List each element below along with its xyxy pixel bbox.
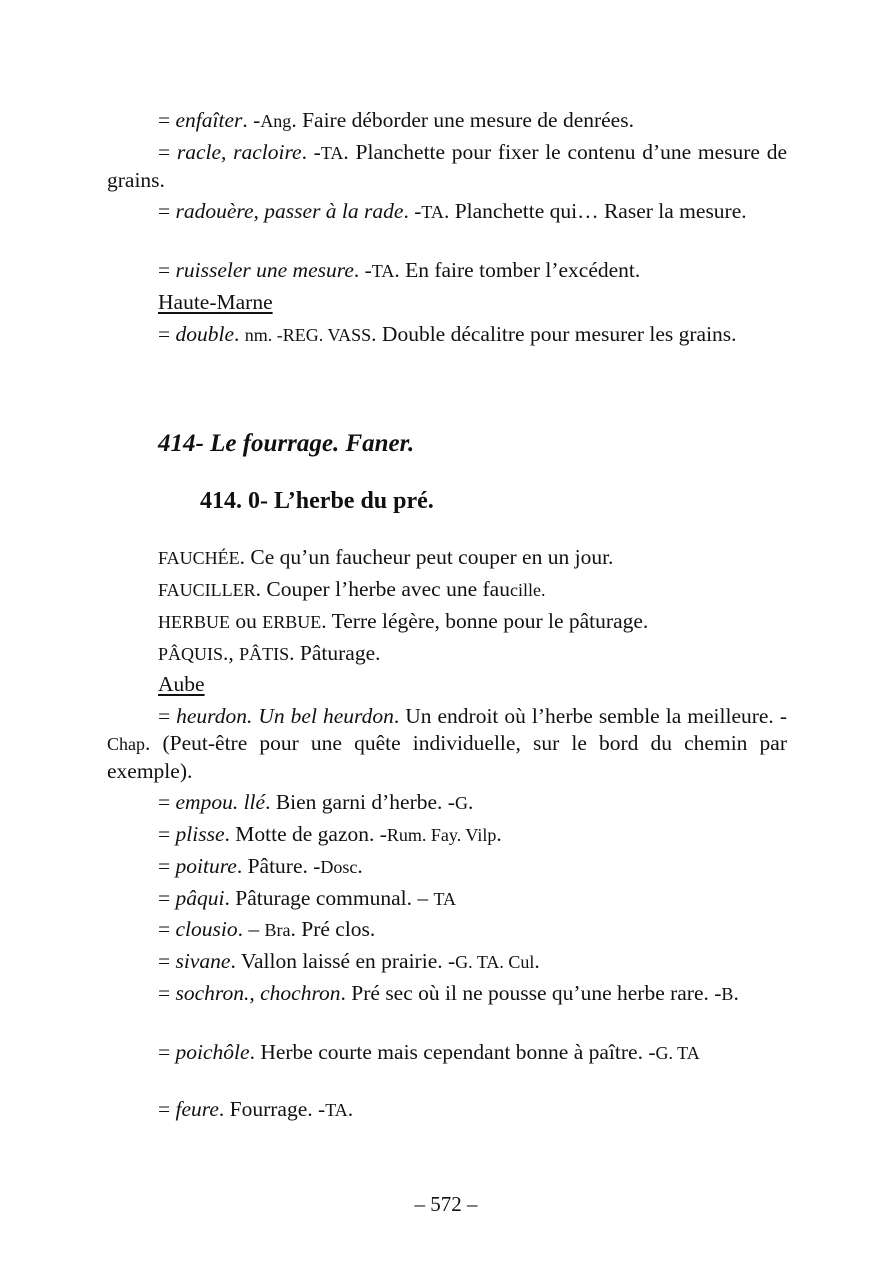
entry-heurdon bbox=[107, 703, 787, 785]
entry-poiture bbox=[107, 853, 787, 881]
entry-lead: = bbox=[158, 258, 176, 282]
entry-empoulle bbox=[107, 789, 787, 817]
definition-word-alt: ERBUE bbox=[262, 612, 322, 632]
entry-text-end: . Pré clos. bbox=[290, 917, 376, 941]
entry-poichole bbox=[107, 1039, 787, 1067]
entry-lead: = bbox=[158, 322, 176, 346]
definition-tail: cille. bbox=[509, 580, 546, 600]
entry-term: double bbox=[175, 322, 235, 346]
entry-text-end: . (Peut-être pour une quête individuelle, sur le bord du chemin par exemple). bbox=[107, 731, 787, 783]
entry-text-end: . bbox=[534, 949, 540, 973]
entry-sep: . - bbox=[403, 199, 422, 223]
entry-term: feure bbox=[175, 1097, 219, 1121]
definition-word: FAUCILLER bbox=[158, 580, 256, 600]
entry-enfaiter bbox=[107, 107, 787, 135]
entry-lead: = bbox=[158, 886, 176, 910]
entry-racle bbox=[107, 139, 787, 194]
entry-term: pâqui bbox=[175, 886, 225, 910]
entry-lead: = bbox=[158, 1040, 176, 1064]
entry-text: . Pâture. - bbox=[236, 854, 321, 878]
section-title: 414- Le fourrage. Faner. bbox=[158, 430, 415, 457]
entry-source: nm. -REG. VASS bbox=[244, 325, 372, 345]
entry-text: . Planchette qui… Raser la mesure. bbox=[443, 199, 747, 223]
entry-source: G. TA bbox=[655, 1043, 700, 1063]
entry-lead: = bbox=[158, 108, 176, 132]
entry-sep: . - bbox=[242, 108, 261, 132]
entry-term: racle, racloire bbox=[176, 140, 302, 164]
entry-text: . Bien garni d’herbe. - bbox=[265, 790, 455, 814]
definition-text: . Pâturage. bbox=[289, 641, 381, 665]
entry-lead: = bbox=[158, 981, 176, 1005]
entry-ruisseler bbox=[107, 257, 787, 285]
entry-source: Ang bbox=[260, 111, 292, 131]
entry-feure bbox=[107, 1096, 787, 1124]
definition-herbue bbox=[158, 608, 787, 636]
entry-text-end: . bbox=[733, 981, 739, 1005]
entry-lead: = bbox=[158, 790, 176, 814]
entry-source: Bra bbox=[264, 920, 291, 940]
entry-source: G bbox=[454, 793, 468, 813]
entry-lead: = bbox=[158, 822, 176, 846]
entry-text: . Fourrage. - bbox=[218, 1097, 326, 1121]
entry-source: Dosc bbox=[320, 857, 358, 877]
entry-sochron bbox=[107, 980, 787, 1008]
definition-word-alt: PÂTIS bbox=[239, 644, 290, 664]
entry-double bbox=[107, 321, 787, 349]
page-number: – 572 – bbox=[414, 1192, 478, 1216]
definition-word: FAUCHÉE bbox=[158, 548, 240, 568]
entry-term: radouère, passer à la rade bbox=[175, 199, 404, 223]
entry-clousio bbox=[107, 916, 787, 944]
region-heading-aube bbox=[158, 671, 787, 698]
entry-term: enfaîter bbox=[175, 108, 243, 132]
entry-text: . Double décalitre pour mesurer les grains. bbox=[371, 322, 737, 346]
entry-sep: . bbox=[234, 322, 245, 346]
entry-source: TA bbox=[320, 143, 344, 163]
entry-text-end: . bbox=[467, 790, 474, 814]
entry-term: sochron., chochron bbox=[175, 981, 341, 1005]
entry-plisse bbox=[107, 821, 787, 849]
entry-text: . Herbe courte mais cependant bonne à paître. - bbox=[249, 1040, 656, 1064]
entry-text-end: . bbox=[357, 854, 363, 878]
entry-text: . En faire tomber l’excédent. bbox=[394, 258, 641, 282]
entry-lead: = bbox=[158, 1097, 176, 1121]
entry-text: . Planchette pour fixer le contenu d’une mesure de grains. bbox=[107, 140, 787, 192]
region-heading-haute-marne bbox=[158, 289, 787, 316]
entry-term: empou. llé bbox=[175, 790, 266, 814]
definition-fauchee bbox=[158, 544, 787, 572]
entry-term: poichôle bbox=[175, 1040, 250, 1064]
entry-source: TA bbox=[433, 889, 457, 909]
definition-paquis bbox=[158, 640, 787, 668]
entry-term: poiture bbox=[175, 854, 237, 878]
region-label: Aube bbox=[158, 672, 205, 696]
entry-text: . Un endroit où l’herbe semble la meilleure. - bbox=[393, 704, 787, 728]
entry-lead: = bbox=[158, 917, 176, 941]
definition-text: ou bbox=[230, 609, 263, 633]
definition-word: PÂQUIS bbox=[158, 644, 224, 664]
entry-text-end: . bbox=[496, 822, 502, 846]
entry-paqui bbox=[107, 885, 787, 913]
entry-sep: . - bbox=[353, 258, 372, 282]
entry-source: TA bbox=[371, 261, 395, 281]
entry-text: . Pâturage communal. – bbox=[224, 886, 434, 910]
entry-lead: = bbox=[158, 140, 177, 164]
entry-text: . – bbox=[237, 917, 265, 941]
definition-text: ., bbox=[223, 641, 240, 665]
entry-term: clousio bbox=[175, 917, 238, 941]
entry-text-end: . bbox=[347, 1097, 354, 1121]
definition-faucillier bbox=[158, 576, 787, 604]
entry-text: . Vallon laissé en prairie. - bbox=[230, 949, 456, 973]
entry-term: heurdon. Un bel heurdon bbox=[176, 704, 394, 728]
entry-lead: = bbox=[158, 854, 176, 878]
entry-sivane bbox=[107, 948, 787, 976]
entry-source: Rum. Fay. Vilp bbox=[386, 825, 497, 845]
entry-lead: = bbox=[158, 949, 176, 973]
entry-radouere bbox=[107, 198, 787, 226]
entry-text: . Motte de gazon. - bbox=[224, 822, 387, 846]
entry-source: TA bbox=[421, 202, 444, 222]
definition-text: . Terre légère, bonne pour le pâturage. bbox=[321, 609, 649, 633]
entry-term: sivane bbox=[175, 949, 231, 973]
entry-source: B bbox=[721, 984, 734, 1004]
entry-term: plisse bbox=[175, 822, 225, 846]
region-label: Haute-Marne bbox=[158, 290, 273, 314]
definition-text: . Couper l’herbe avec une fau bbox=[255, 577, 510, 601]
entry-lead: = bbox=[158, 199, 176, 223]
entry-text: . Faire déborder une mesure de denrées. bbox=[291, 108, 634, 132]
entry-sep: . - bbox=[301, 140, 321, 164]
definition-text: . Ce qu’un faucheur peut couper en un jour. bbox=[239, 545, 614, 569]
entry-term: ruisseler une mesure bbox=[175, 258, 354, 282]
subsection-title: 414. 0- L’herbe du pré. bbox=[200, 488, 434, 514]
entry-source: TA bbox=[325, 1100, 348, 1120]
entry-text: . Pré sec où il ne pousse qu’une herbe rare. - bbox=[340, 981, 722, 1005]
definition-word: HERBUE bbox=[158, 612, 230, 632]
entry-source: G. TA. Cul bbox=[455, 952, 535, 972]
entry-lead: = bbox=[158, 704, 177, 728]
entry-source: Chap bbox=[107, 734, 145, 754]
